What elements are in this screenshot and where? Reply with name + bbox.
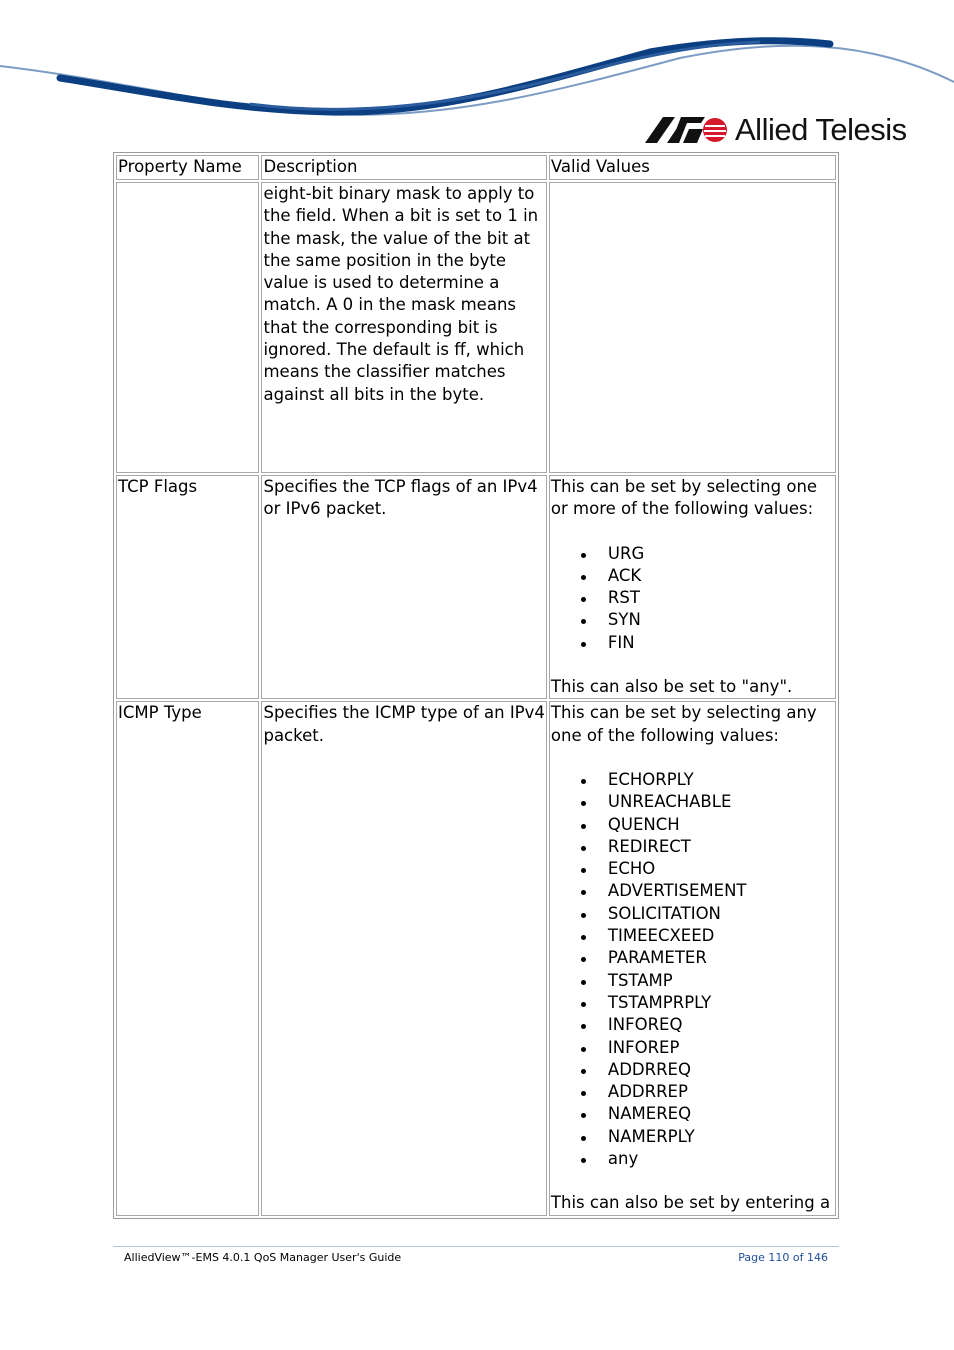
list-item: PARAMETER xyxy=(551,947,835,969)
allied-telesis-logo xyxy=(645,110,907,150)
list-item: ECHO xyxy=(551,858,835,880)
logo-wordmark: Allied Telesis xyxy=(735,112,907,147)
list-item: REDIRECT xyxy=(551,836,835,858)
list-item: INFOREQ xyxy=(551,1014,835,1036)
list-item: SYN xyxy=(551,609,835,631)
valid-values-list xyxy=(551,543,835,654)
description-cell: Specifies the TCP flags of an IPv4 or IPv6 packet. xyxy=(261,475,546,699)
table-header-row xyxy=(116,155,836,180)
valid-values-intro: This can be set by selecting any one of the following values: xyxy=(550,703,817,745)
list-item: INFOREP xyxy=(551,1037,835,1059)
valid-values-cell xyxy=(549,475,836,699)
column-header-description: Description xyxy=(261,155,546,180)
list-item: TSTAMPRPLY xyxy=(551,992,835,1014)
property-name-cell xyxy=(116,182,259,473)
valid-values-cell xyxy=(549,701,836,1215)
description-cell: eight-bit binary mask to apply to the field. When a bit is set to 1 in the mask, the value of the bit at the same position in the byte value is used to determine a match. A 0 in the mask means that the corresponding bit is ignored. The default is ff, which means the classifier matches against all bits in the byte. xyxy=(261,182,546,473)
valid-values-outro: This can also be set by entering a xyxy=(550,1193,831,1213)
footer-document-title: AlliedView™-EMS 4.0.1 QoS Manager User's Guide xyxy=(124,1251,402,1264)
list-item: ADDRREP xyxy=(551,1081,835,1103)
list-item: ADDRREQ xyxy=(551,1059,835,1081)
list-item: TIMEECXEED xyxy=(551,925,835,947)
valid-values-cell xyxy=(549,182,836,473)
list-item: SOLICITATION xyxy=(551,903,835,925)
list-item: NAMERPLY xyxy=(551,1126,835,1148)
list-item: ECHORPLY xyxy=(551,769,835,791)
table-row xyxy=(116,701,836,1215)
valid-values-outro: This can also be set to "any". xyxy=(550,677,793,697)
list-item: ADVERTISEMENT xyxy=(551,880,835,902)
valid-values-list xyxy=(551,769,835,1170)
list-item: QUENCH xyxy=(551,814,835,836)
description-cell: Specifies the ICMP type of an IPv4 packet. xyxy=(261,701,546,1215)
footer-page-number: Page 110 of 146 xyxy=(738,1251,828,1264)
list-item: any xyxy=(551,1148,835,1170)
property-table xyxy=(113,152,839,1219)
column-header-property-name: Property Name xyxy=(116,155,259,180)
property-name-cell: TCP Flags xyxy=(116,475,259,699)
valid-values-intro: This can be set by selecting one or more of the following values: xyxy=(550,477,818,519)
list-item: UNREACHABLE xyxy=(551,791,835,813)
logo-mark-icon xyxy=(645,115,727,145)
list-item: TSTAMP xyxy=(551,970,835,992)
list-item: NAMEREQ xyxy=(551,1103,835,1125)
footer-divider xyxy=(113,1246,839,1247)
list-item: RST xyxy=(551,587,835,609)
table-row xyxy=(116,182,836,473)
column-header-valid-values: Valid Values xyxy=(549,155,836,180)
list-item: URG xyxy=(551,543,835,565)
list-item: ACK xyxy=(551,565,835,587)
property-name-cell: ICMP Type xyxy=(116,701,259,1215)
list-item: FIN xyxy=(551,632,835,654)
table-row xyxy=(116,475,836,699)
